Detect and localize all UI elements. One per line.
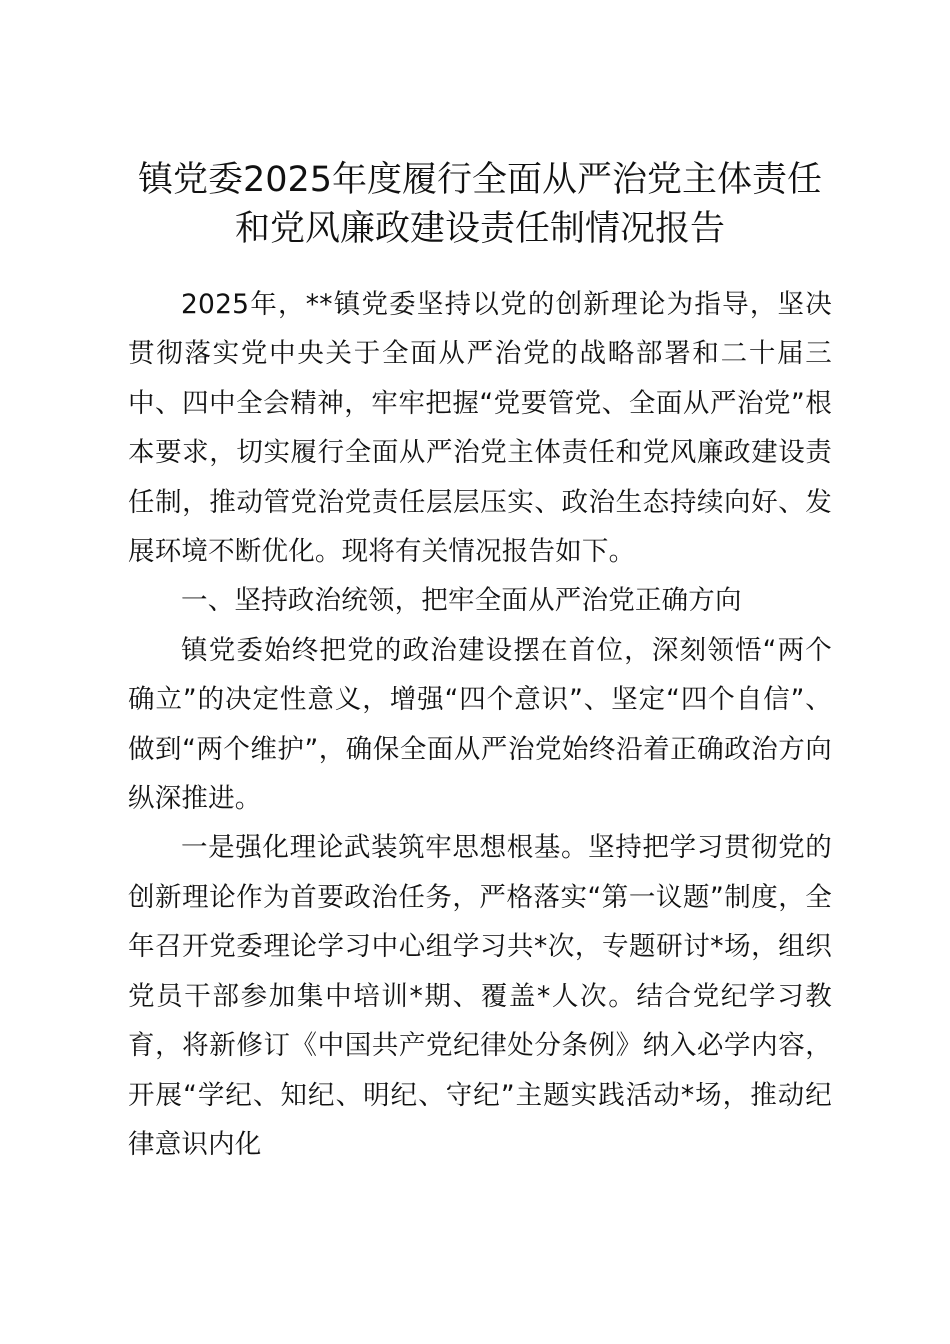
intro-paragraph: 2025年，**镇党委坚持以党的创新理论为指导，坚决贯彻落实党中央关于全面从严治党的战略部署和二十届三中、四中全会精神，牢牢把握“党要管党、全面从严治党”根本要求，切实履行全面从严治党主体责任和党风廉政建设责任制，推动管党治党责任层层压实、政治生态持续向好、发展环境不断优化。现将有关情况报告如下。 — [128, 289, 832, 568]
section-heading-1: 一、坚持政治统领，把牢全面从严治党正确方向 — [181, 585, 742, 617]
title-line-1: 镇党委2025年度履行全面从严治党主体责任 — [137, 160, 823, 200]
document-page — [128, 156, 832, 1169]
document-title — [128, 156, 832, 254]
document-body — [128, 280, 832, 1169]
title-line-2: 和党风廉政建设责任制情况报告 — [234, 209, 725, 249]
section-1-item-1-paragraph: 一是强化理论武装筑牢思想根基。坚持把学习贯彻党的创新理论作为首要政治任务，严格落实“第一议题”制度，全年召开党委理论学习中心组学习共*次，专题研讨*场，组织党员干部参加集中培训*期、覆盖*人次。结合党纪学习教育，将新修订《中国共产党纪律处分条例》纳入必学内容，开展“学纪、知纪、明纪、守纪”主题实践活动*场，推动纪律意识内化 — [128, 832, 832, 1160]
section-1-paragraph: 镇党委始终把党的政治建设摆在首位，深刻领悟“两个确立”的决定性意义，增强“四个意识”、坚定“四个自信”、做到“两个维护”，确保全面从严治党始终沿着正确政治方向纵深推进。 — [128, 634, 832, 815]
